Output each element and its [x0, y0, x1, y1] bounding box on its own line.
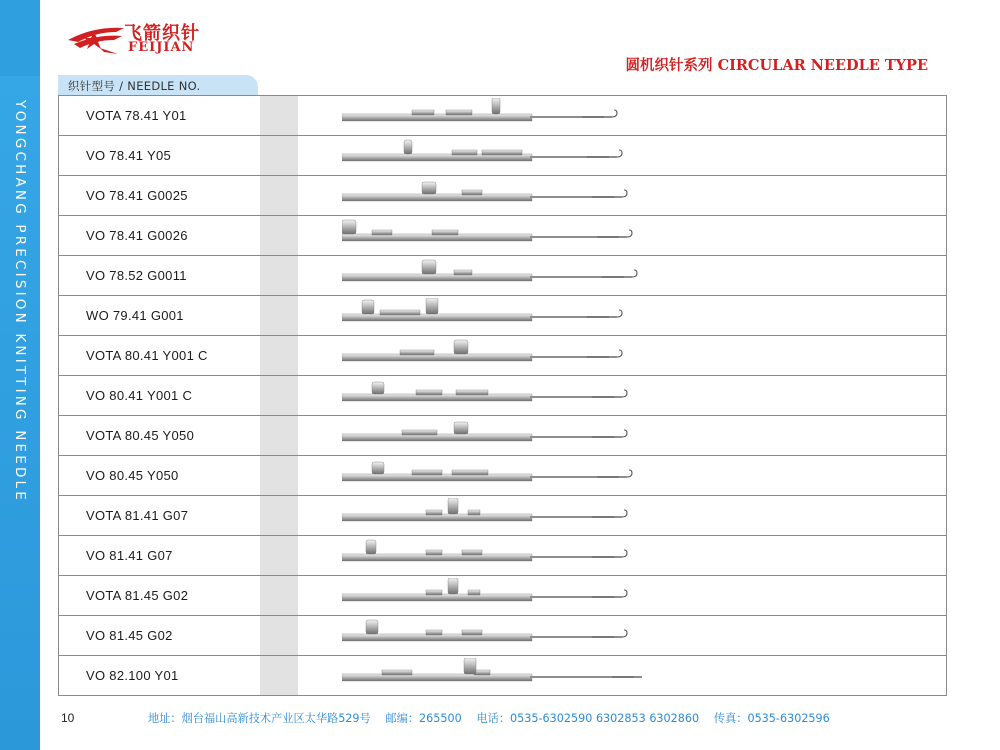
brand-name-en: FEIJIAN [128, 40, 195, 55]
needle-number: VOTA 80.41 Y001 C [86, 348, 208, 363]
table-row [59, 376, 946, 416]
table-row [59, 216, 946, 256]
series-title: 圆机织针系列 CIRCULAR NEEDLE TYPE [625, 57, 928, 74]
table-row [59, 456, 946, 496]
needle-illustration-icon [342, 538, 642, 572]
needle-illustration-icon [342, 258, 642, 292]
table-row [59, 96, 946, 136]
table-row [59, 136, 946, 176]
table-row [59, 496, 946, 536]
needle-illustration-icon [342, 658, 642, 692]
needle-number: VO 82.100 Y01 [86, 668, 179, 683]
needle-number: VOTA 81.45 G02 [86, 588, 189, 603]
table-row [59, 536, 946, 576]
sidebar-text: YONGCHANG PRECISION KNITTING NEEDLE [12, 100, 28, 504]
table-row [59, 176, 946, 216]
needle-number: VO 78.41 G0025 [86, 188, 188, 203]
needle-illustration-icon [342, 178, 642, 212]
needle-illustration-icon [342, 218, 642, 252]
needle-illustration-icon [342, 498, 642, 532]
needle-number: WO 79.41 G001 [86, 308, 184, 323]
page-number: 10 [61, 711, 75, 725]
column-header-label: 织针型号 / NEEDLE NO. [68, 79, 201, 93]
table-row [59, 296, 946, 336]
left-sidebar [0, 0, 40, 750]
needle-table [58, 95, 947, 696]
needle-number: VOTA 78.41 Y01 [86, 108, 187, 123]
needle-illustration-icon [342, 418, 642, 452]
needle-number: VO 81.45 G02 [86, 628, 173, 643]
brand-name-cn: 飞箭织针 [124, 23, 200, 44]
table-row [59, 336, 946, 376]
needle-number: VO 78.52 G0011 [86, 268, 187, 283]
footer-address: 地址：烟台福山高新技术产业区太华路529号 邮编：265500 电话：0535-6302590 6302853 6302860 传真：0535-6302596 [148, 712, 830, 725]
needle-number: VO 80.45 Y050 [86, 468, 179, 483]
needle-illustration-icon [342, 98, 642, 132]
needle-illustration-icon [342, 618, 642, 652]
needle-number: VOTA 81.41 G07 [86, 508, 189, 523]
table-row [59, 256, 946, 296]
needle-number: VO 78.41 Y05 [86, 148, 172, 163]
sidebar-vertical-text [8, 100, 32, 530]
needle-illustration-icon [342, 578, 642, 612]
table-row [59, 576, 946, 616]
needle-illustration-icon [342, 458, 642, 492]
table-row [59, 656, 946, 696]
needle-number: VOTA 80.45 Y050 [86, 428, 195, 443]
needle-number: VO 81.41 G07 [86, 548, 173, 563]
needle-number: VO 80.41 Y001 C [86, 388, 193, 403]
needle-illustration-icon [342, 378, 642, 412]
needle-illustration-icon [342, 138, 642, 172]
table-row [59, 616, 946, 656]
sidebar-top-band [0, 0, 40, 76]
needle-illustration-icon [342, 298, 642, 332]
needle-number: VO 78.41 G0026 [86, 228, 188, 243]
table-row [59, 416, 946, 456]
needle-illustration-icon [342, 338, 642, 372]
